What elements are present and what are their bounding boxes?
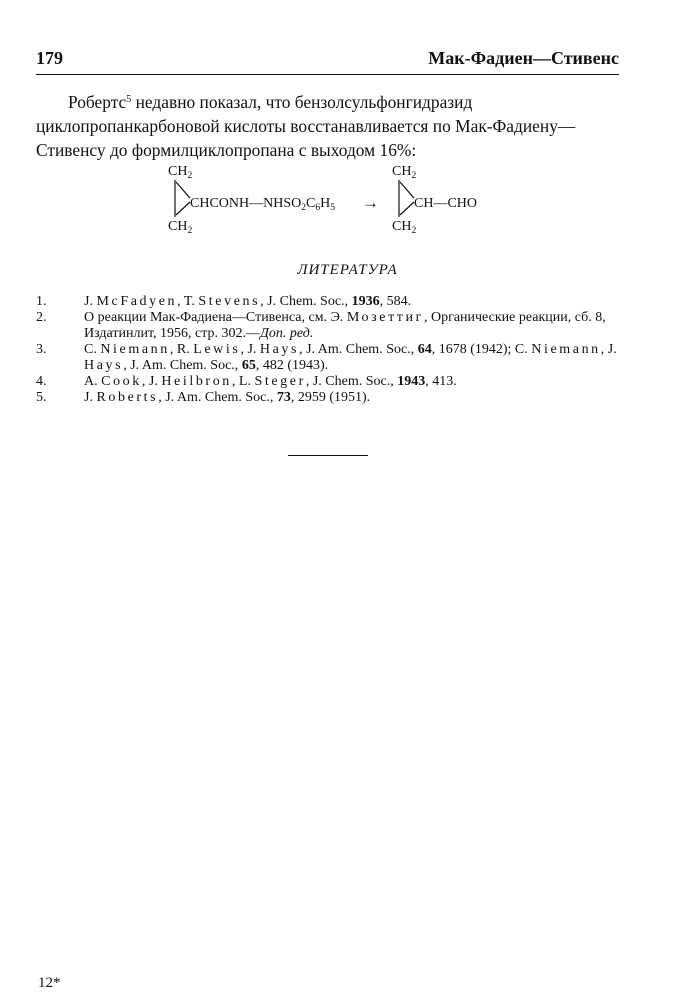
intro-text: недавно показал, что бензолсульфонгидразид циклопропанкарбоновой кислоты восстанавливается по Мак-Фадиену—Стивенсу до формилциклопропана с выходом 16%: (36, 92, 576, 160)
product-ring-bond-upper (400, 182, 414, 198)
reference-text: A. (84, 374, 102, 389)
reference-text: , Органические реакции, сб. 8, Издатинлит, 1956, стр. 302.— (84, 310, 606, 341)
reference-text: , 2959 (1951). (290, 390, 371, 405)
reference-text: , 584. (379, 294, 412, 309)
intro-paragraph (36, 90, 620, 162)
reference-text: Lewis (193, 342, 241, 357)
reference-text: Мозеттиг (346, 310, 424, 325)
reference-text: Heilbron (161, 374, 232, 389)
reference-item (36, 374, 636, 390)
reference-text: , J. (600, 342, 617, 357)
product-substituent: CH—CHO (414, 196, 478, 211)
reference-text: 1936 (351, 294, 380, 309)
reference-number: 3. (36, 342, 47, 357)
reference-item (36, 342, 636, 374)
reactant-ring-bond-upper (176, 182, 190, 198)
reference-number: 4. (36, 374, 47, 389)
reference-item (36, 310, 636, 342)
reference-text: , J. (141, 374, 162, 389)
reference-text: , J. Am. Chem. Soc., (158, 390, 277, 405)
reference-text: 64 (417, 342, 432, 357)
reference-text: McFadyen (96, 294, 178, 309)
reaction-arrow: → (362, 193, 379, 212)
reference-text: , J. Am. Chem. Soc., (299, 342, 418, 357)
reference-text: Stevens (198, 294, 261, 309)
reference-text: Niemann (100, 342, 170, 357)
reference-text: J. (84, 390, 97, 405)
reference-text: , J. Chem. Soc., (260, 294, 352, 309)
reference-number: 5. (36, 390, 47, 405)
reference-text: Roberts (96, 390, 159, 405)
reference-text: 73 (276, 390, 291, 405)
reference-number: 2. (36, 310, 47, 325)
reference-text: , J. Am. Chem. Soc., (123, 358, 242, 373)
product-ch2-bottom: $CH_2$ (392, 219, 417, 236)
reactant-ring-bond-lower (176, 202, 190, 215)
reaction-scheme-svg (160, 162, 500, 242)
reference-text: Hays (84, 358, 124, 373)
reference-number: 1. (36, 294, 47, 309)
reference-text: 65 (241, 358, 256, 373)
reference-item (36, 294, 636, 310)
reaction-scheme (160, 162, 500, 242)
reference-text: Cook (101, 374, 142, 389)
reference-text: , 1678 (1942); C. (431, 342, 532, 357)
reference-item (36, 390, 636, 406)
product-ch2-top: $CH_2$ (392, 164, 417, 181)
intro-ref-mark: 5 (126, 94, 132, 105)
reference-text: J. (84, 294, 97, 309)
reference-text: , T. (177, 294, 199, 309)
reactant-ch2-bottom: $CH_2$ (168, 219, 193, 236)
reference-text: , J. (240, 342, 260, 357)
reference-list (36, 294, 636, 406)
reactant-substituent: $CHCONH—NHSO_2C_6H_5$ (190, 196, 335, 213)
reference-text: , J. Chem. Soc., (305, 374, 398, 389)
reference-text: Доп. ред. (260, 326, 314, 341)
reference-text: , 482 (1943). (255, 358, 329, 373)
reference-text: 1943 (397, 374, 426, 389)
page-number: 179 (36, 48, 63, 68)
page-header (36, 44, 619, 75)
reference-text: C. (84, 342, 101, 357)
running-head: Мак-Фадиен—Стивенс (428, 48, 619, 68)
reference-text: Steger (254, 374, 306, 389)
literature-title: ЛИТЕРАТУРА (297, 262, 398, 278)
reactant-ch2-top: $CH_2$ (168, 164, 193, 181)
reference-text: Hays (259, 342, 300, 357)
product-ring-bond-lower (400, 202, 414, 215)
reference-text: , R. (169, 342, 194, 357)
reference-text: , 413. (425, 374, 457, 389)
reference-text: О реакции Мак-Фадиена—Стивенса, см. Э. (84, 310, 347, 325)
signature-mark: 12* (38, 975, 61, 991)
intro-author: Робертс (68, 92, 127, 112)
reference-text: Niemann (531, 342, 601, 357)
end-rule (288, 455, 368, 456)
reference-text: , L. (231, 374, 255, 389)
